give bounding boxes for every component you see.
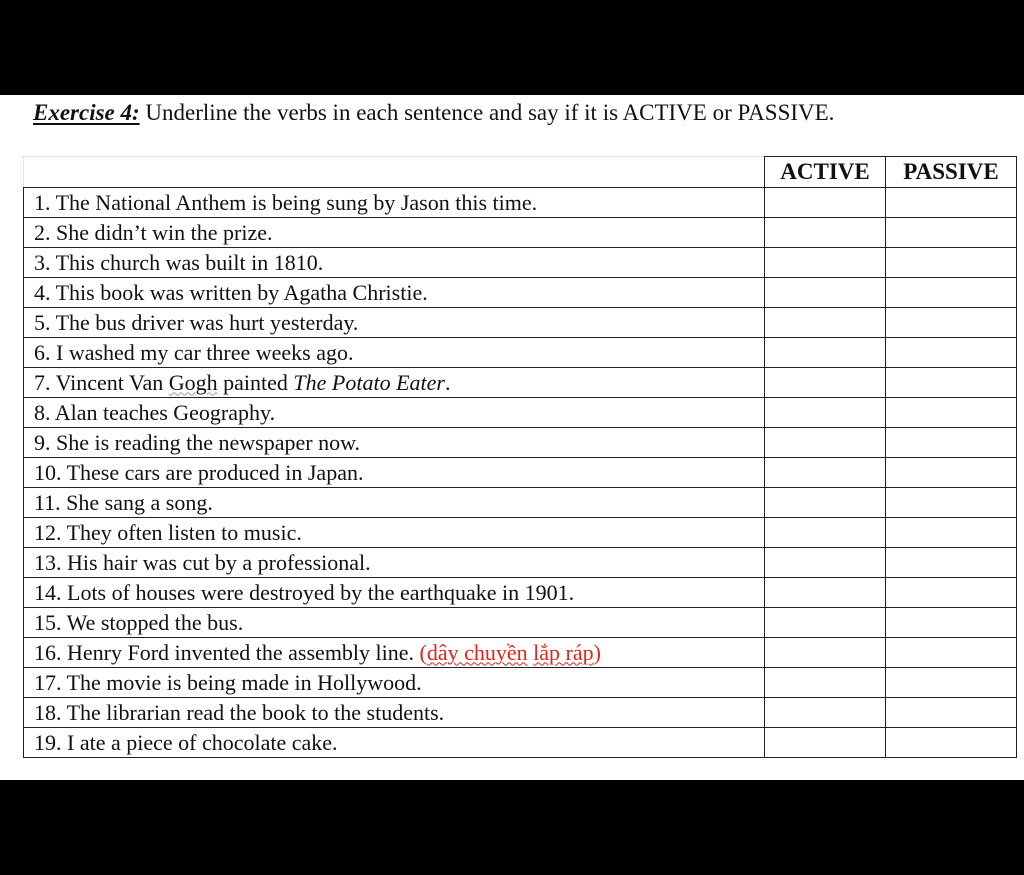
passive-cell-9[interactable]	[886, 428, 1017, 458]
sentence-2: 2. She didn’t win the prize.	[24, 218, 765, 248]
passive-column-header: PASSIVE	[886, 157, 1017, 188]
active-cell-7[interactable]	[765, 368, 886, 398]
sentence-17: 17. The movie is being made in Hollywood.	[24, 668, 765, 698]
sentence-16-text: 16. Henry Ford invented the assembly line.	[34, 639, 420, 665]
passive-cell-10[interactable]	[886, 458, 1017, 488]
exercise-instruction: Underline the verbs in each sentence and say if it is ACTIVE or PASSIVE.	[139, 100, 835, 125]
sentence-14: 14. Lots of houses were destroyed by the earthquake in 1901.	[24, 578, 765, 608]
table-row	[24, 248, 1017, 278]
vietnamese-gloss	[420, 640, 601, 665]
passive-cell-8[interactable]	[886, 398, 1017, 428]
sentence-1: 1. The National Anthem is being sung by Jason this time.	[24, 188, 765, 218]
table-row	[24, 398, 1017, 428]
passive-cell-14[interactable]	[886, 578, 1017, 608]
exercise-label: Exercise 4:	[33, 100, 140, 125]
active-cell-13[interactable]	[765, 548, 886, 578]
table-row	[24, 608, 1017, 638]
active-cell-4[interactable]	[765, 278, 886, 308]
sentence-8: 8. Alan teaches Geography.	[24, 398, 765, 428]
sentence-7-title: The Potato Eater	[293, 369, 445, 395]
passive-cell-5[interactable]	[886, 308, 1017, 338]
active-cell-6[interactable]	[765, 338, 886, 368]
table-row	[24, 368, 1017, 398]
table-row	[24, 458, 1017, 488]
exercise-heading	[33, 99, 834, 127]
passive-cell-19[interactable]	[886, 728, 1017, 758]
active-cell-5[interactable]	[765, 308, 886, 338]
passive-cell-1[interactable]	[886, 188, 1017, 218]
gloss-open-paren: (	[419, 639, 427, 665]
sentence-13: 13. His hair was cut by a professional.	[24, 548, 765, 578]
active-column-header: ACTIVE	[765, 157, 886, 188]
sentence-column-header	[24, 157, 765, 188]
sentence-7	[24, 368, 765, 398]
active-cell-19[interactable]	[765, 728, 886, 758]
table-row	[24, 698, 1017, 728]
sentence-7-prefix: 7. Vincent Van	[34, 369, 169, 395]
passive-cell-3[interactable]	[886, 248, 1017, 278]
sentence-12: 12. They often listen to music.	[24, 518, 765, 548]
table-row	[24, 188, 1017, 218]
passive-cell-7[interactable]	[886, 368, 1017, 398]
gloss-word-1: dây chuyền	[426, 639, 528, 665]
worksheet-page	[0, 95, 1024, 780]
sentence-19: 19. I ate a piece of chocolate cake.	[24, 728, 765, 758]
table-row	[24, 638, 1017, 668]
sentence-16	[24, 638, 765, 668]
sentence-9: 9. She is reading the newspaper now.	[24, 428, 765, 458]
exercise-table	[23, 156, 1017, 758]
passive-cell-15[interactable]	[886, 608, 1017, 638]
active-cell-18[interactable]	[765, 698, 886, 728]
active-cell-16[interactable]	[765, 638, 886, 668]
sentence-5: 5. The bus driver was hurt yesterday.	[24, 308, 765, 338]
table-row	[24, 728, 1017, 758]
sentence-7-gogh: Gogh	[168, 369, 218, 395]
sentence-10: 10. These cars are produced in Japan.	[24, 458, 765, 488]
sentence-7-end: .	[444, 369, 451, 395]
passive-cell-4[interactable]	[886, 278, 1017, 308]
active-cell-8[interactable]	[765, 398, 886, 428]
header-row	[24, 157, 1017, 188]
sentence-4: 4. This book was written by Agatha Christie.	[24, 278, 765, 308]
passive-cell-11[interactable]	[886, 488, 1017, 518]
active-cell-10[interactable]	[765, 458, 886, 488]
table-row	[24, 548, 1017, 578]
active-cell-14[interactable]	[765, 578, 886, 608]
active-cell-17[interactable]	[765, 668, 886, 698]
passive-cell-13[interactable]	[886, 548, 1017, 578]
active-cell-15[interactable]	[765, 608, 886, 638]
table-row	[24, 338, 1017, 368]
table-row	[24, 278, 1017, 308]
sentence-3: 3. This church was built in 1810.	[24, 248, 765, 278]
passive-cell-16[interactable]	[886, 638, 1017, 668]
active-cell-1[interactable]	[765, 188, 886, 218]
table-row	[24, 578, 1017, 608]
passive-cell-18[interactable]	[886, 698, 1017, 728]
sentence-6: 6. I washed my car three weeks ago.	[24, 338, 765, 368]
gloss-word-2: lắp ráp	[533, 639, 594, 665]
passive-cell-6[interactable]	[886, 338, 1017, 368]
gloss-close-paren: )	[593, 639, 601, 665]
sentence-7-verb: painted	[217, 369, 294, 395]
active-cell-2[interactable]	[765, 218, 886, 248]
active-cell-3[interactable]	[765, 248, 886, 278]
passive-cell-12[interactable]	[886, 518, 1017, 548]
active-cell-9[interactable]	[765, 428, 886, 458]
active-cell-11[interactable]	[765, 488, 886, 518]
sentence-11: 11. She sang a song.	[24, 488, 765, 518]
sentence-15: 15. We stopped the bus.	[24, 608, 765, 638]
table-row	[24, 428, 1017, 458]
table-row	[24, 218, 1017, 248]
sentence-18: 18. The librarian read the book to the students.	[24, 698, 765, 728]
passive-cell-2[interactable]	[886, 218, 1017, 248]
active-cell-12[interactable]	[765, 518, 886, 548]
table-row	[24, 668, 1017, 698]
passive-cell-17[interactable]	[886, 668, 1017, 698]
table-row	[24, 518, 1017, 548]
table-row	[24, 308, 1017, 338]
table-row	[24, 488, 1017, 518]
